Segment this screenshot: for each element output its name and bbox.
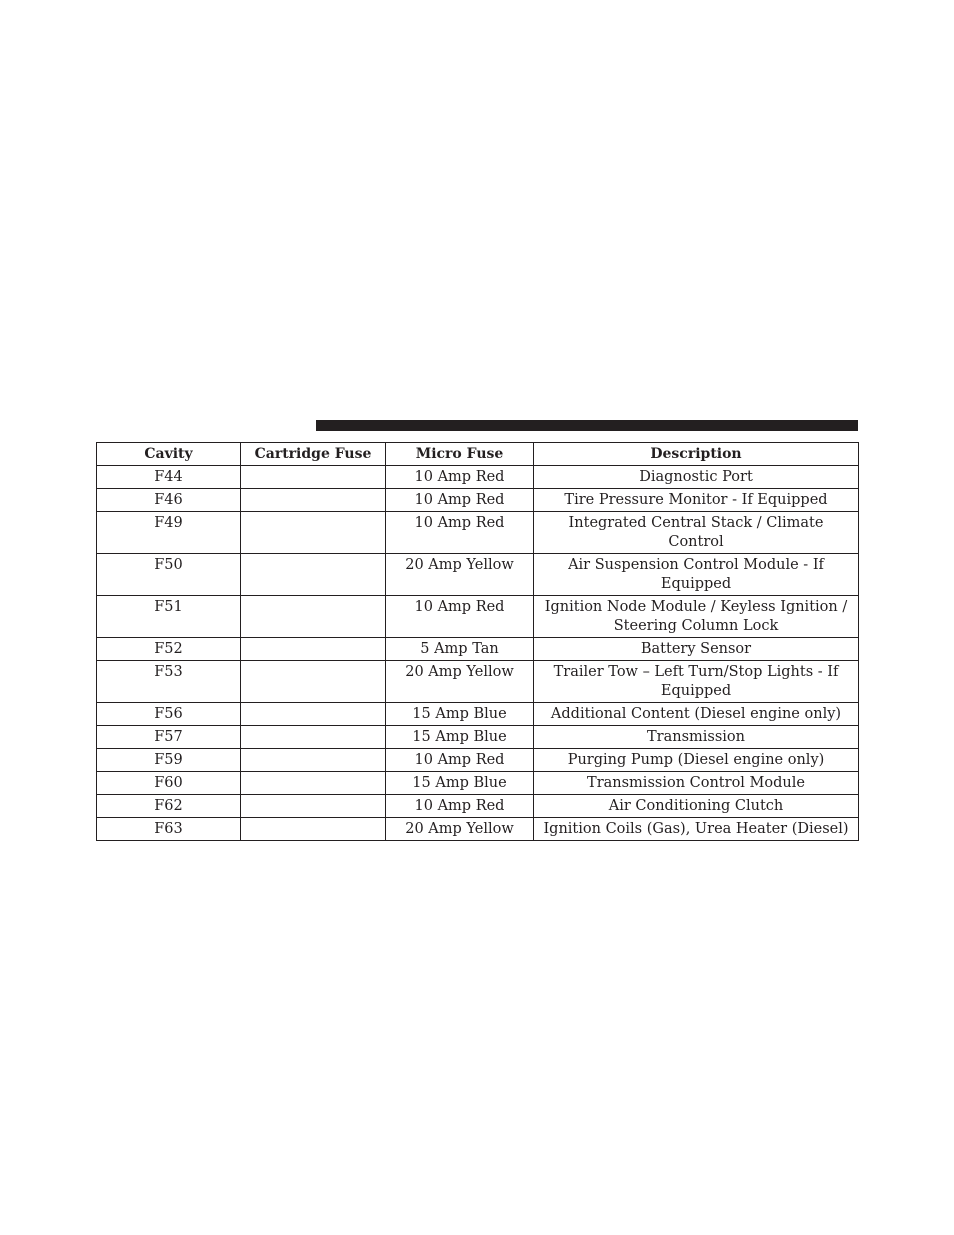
- micro-fuse-cell: 10 Amp Red: [386, 466, 534, 489]
- fuse-table: [96, 442, 859, 841]
- section-header-bar: [316, 420, 858, 431]
- table-row: [97, 795, 859, 818]
- cartridge-fuse-cell: [241, 638, 386, 661]
- cartridge-fuse-cell: [241, 512, 386, 554]
- cavity-cell: F53: [97, 661, 241, 703]
- cavity-cell: F46: [97, 489, 241, 512]
- table-row: [97, 726, 859, 749]
- micro-fuse-cell: 10 Amp Red: [386, 795, 534, 818]
- cavity-cell: F44: [97, 466, 241, 489]
- description-cell: Air Suspension Control Module - If Equipped: [534, 554, 859, 596]
- table-row: [97, 661, 859, 703]
- description-cell: Tire Pressure Monitor - If Equipped: [534, 489, 859, 512]
- cavity-cell: F52: [97, 638, 241, 661]
- description-cell: Ignition Node Module / Keyless Ignition / Steering Column Lock: [534, 596, 859, 638]
- description-cell: Diagnostic Port: [534, 466, 859, 489]
- header-cartridge-fuse: Cartridge Fuse: [241, 443, 386, 466]
- micro-fuse-cell: 15 Amp Blue: [386, 726, 534, 749]
- header-cavity: Cavity: [97, 443, 241, 466]
- header-micro-fuse: Micro Fuse: [386, 443, 534, 466]
- cartridge-fuse-cell: [241, 818, 386, 841]
- cartridge-fuse-cell: [241, 703, 386, 726]
- description-cell: Purging Pump (Diesel engine only): [534, 749, 859, 772]
- cavity-cell: F63: [97, 818, 241, 841]
- micro-fuse-cell: 10 Amp Red: [386, 512, 534, 554]
- cavity-cell: F59: [97, 749, 241, 772]
- micro-fuse-cell: 20 Amp Yellow: [386, 661, 534, 703]
- cartridge-fuse-cell: [241, 795, 386, 818]
- micro-fuse-cell: 20 Amp Yellow: [386, 818, 534, 841]
- description-cell: Transmission: [534, 726, 859, 749]
- table-row: [97, 512, 859, 554]
- table-header-row: [97, 443, 859, 466]
- description-cell: Battery Sensor: [534, 638, 859, 661]
- cavity-cell: F60: [97, 772, 241, 795]
- description-cell: Additional Content (Diesel engine only): [534, 703, 859, 726]
- table-row: [97, 749, 859, 772]
- micro-fuse-cell: 15 Amp Blue: [386, 772, 534, 795]
- description-cell: Trailer Tow – Left Turn/Stop Lights - If Equipped: [534, 661, 859, 703]
- cartridge-fuse-cell: [241, 466, 386, 489]
- cartridge-fuse-cell: [241, 772, 386, 795]
- table-row: [97, 466, 859, 489]
- cartridge-fuse-cell: [241, 489, 386, 512]
- table-row: [97, 554, 859, 596]
- description-cell: Integrated Central Stack / Climate Control: [534, 512, 859, 554]
- cartridge-fuse-cell: [241, 554, 386, 596]
- table-row: [97, 489, 859, 512]
- cavity-cell: F51: [97, 596, 241, 638]
- table-row: [97, 818, 859, 841]
- table-row: [97, 772, 859, 795]
- cartridge-fuse-cell: [241, 596, 386, 638]
- micro-fuse-cell: 10 Amp Red: [386, 489, 534, 512]
- micro-fuse-cell: 15 Amp Blue: [386, 703, 534, 726]
- table-row: [97, 638, 859, 661]
- fuse-table-body: [97, 466, 859, 841]
- cartridge-fuse-cell: [241, 726, 386, 749]
- micro-fuse-cell: 10 Amp Red: [386, 596, 534, 638]
- cavity-cell: F56: [97, 703, 241, 726]
- table-row: [97, 596, 859, 638]
- cartridge-fuse-cell: [241, 749, 386, 772]
- description-cell: Transmission Control Module: [534, 772, 859, 795]
- micro-fuse-cell: 5 Amp Tan: [386, 638, 534, 661]
- cavity-cell: F50: [97, 554, 241, 596]
- description-cell: Air Conditioning Clutch: [534, 795, 859, 818]
- description-cell: Ignition Coils (Gas), Urea Heater (Diesel): [534, 818, 859, 841]
- cavity-cell: F62: [97, 795, 241, 818]
- cavity-cell: F57: [97, 726, 241, 749]
- cavity-cell: F49: [97, 512, 241, 554]
- micro-fuse-cell: 20 Amp Yellow: [386, 554, 534, 596]
- header-description: Description: [534, 443, 859, 466]
- cartridge-fuse-cell: [241, 661, 386, 703]
- micro-fuse-cell: 10 Amp Red: [386, 749, 534, 772]
- table-row: [97, 703, 859, 726]
